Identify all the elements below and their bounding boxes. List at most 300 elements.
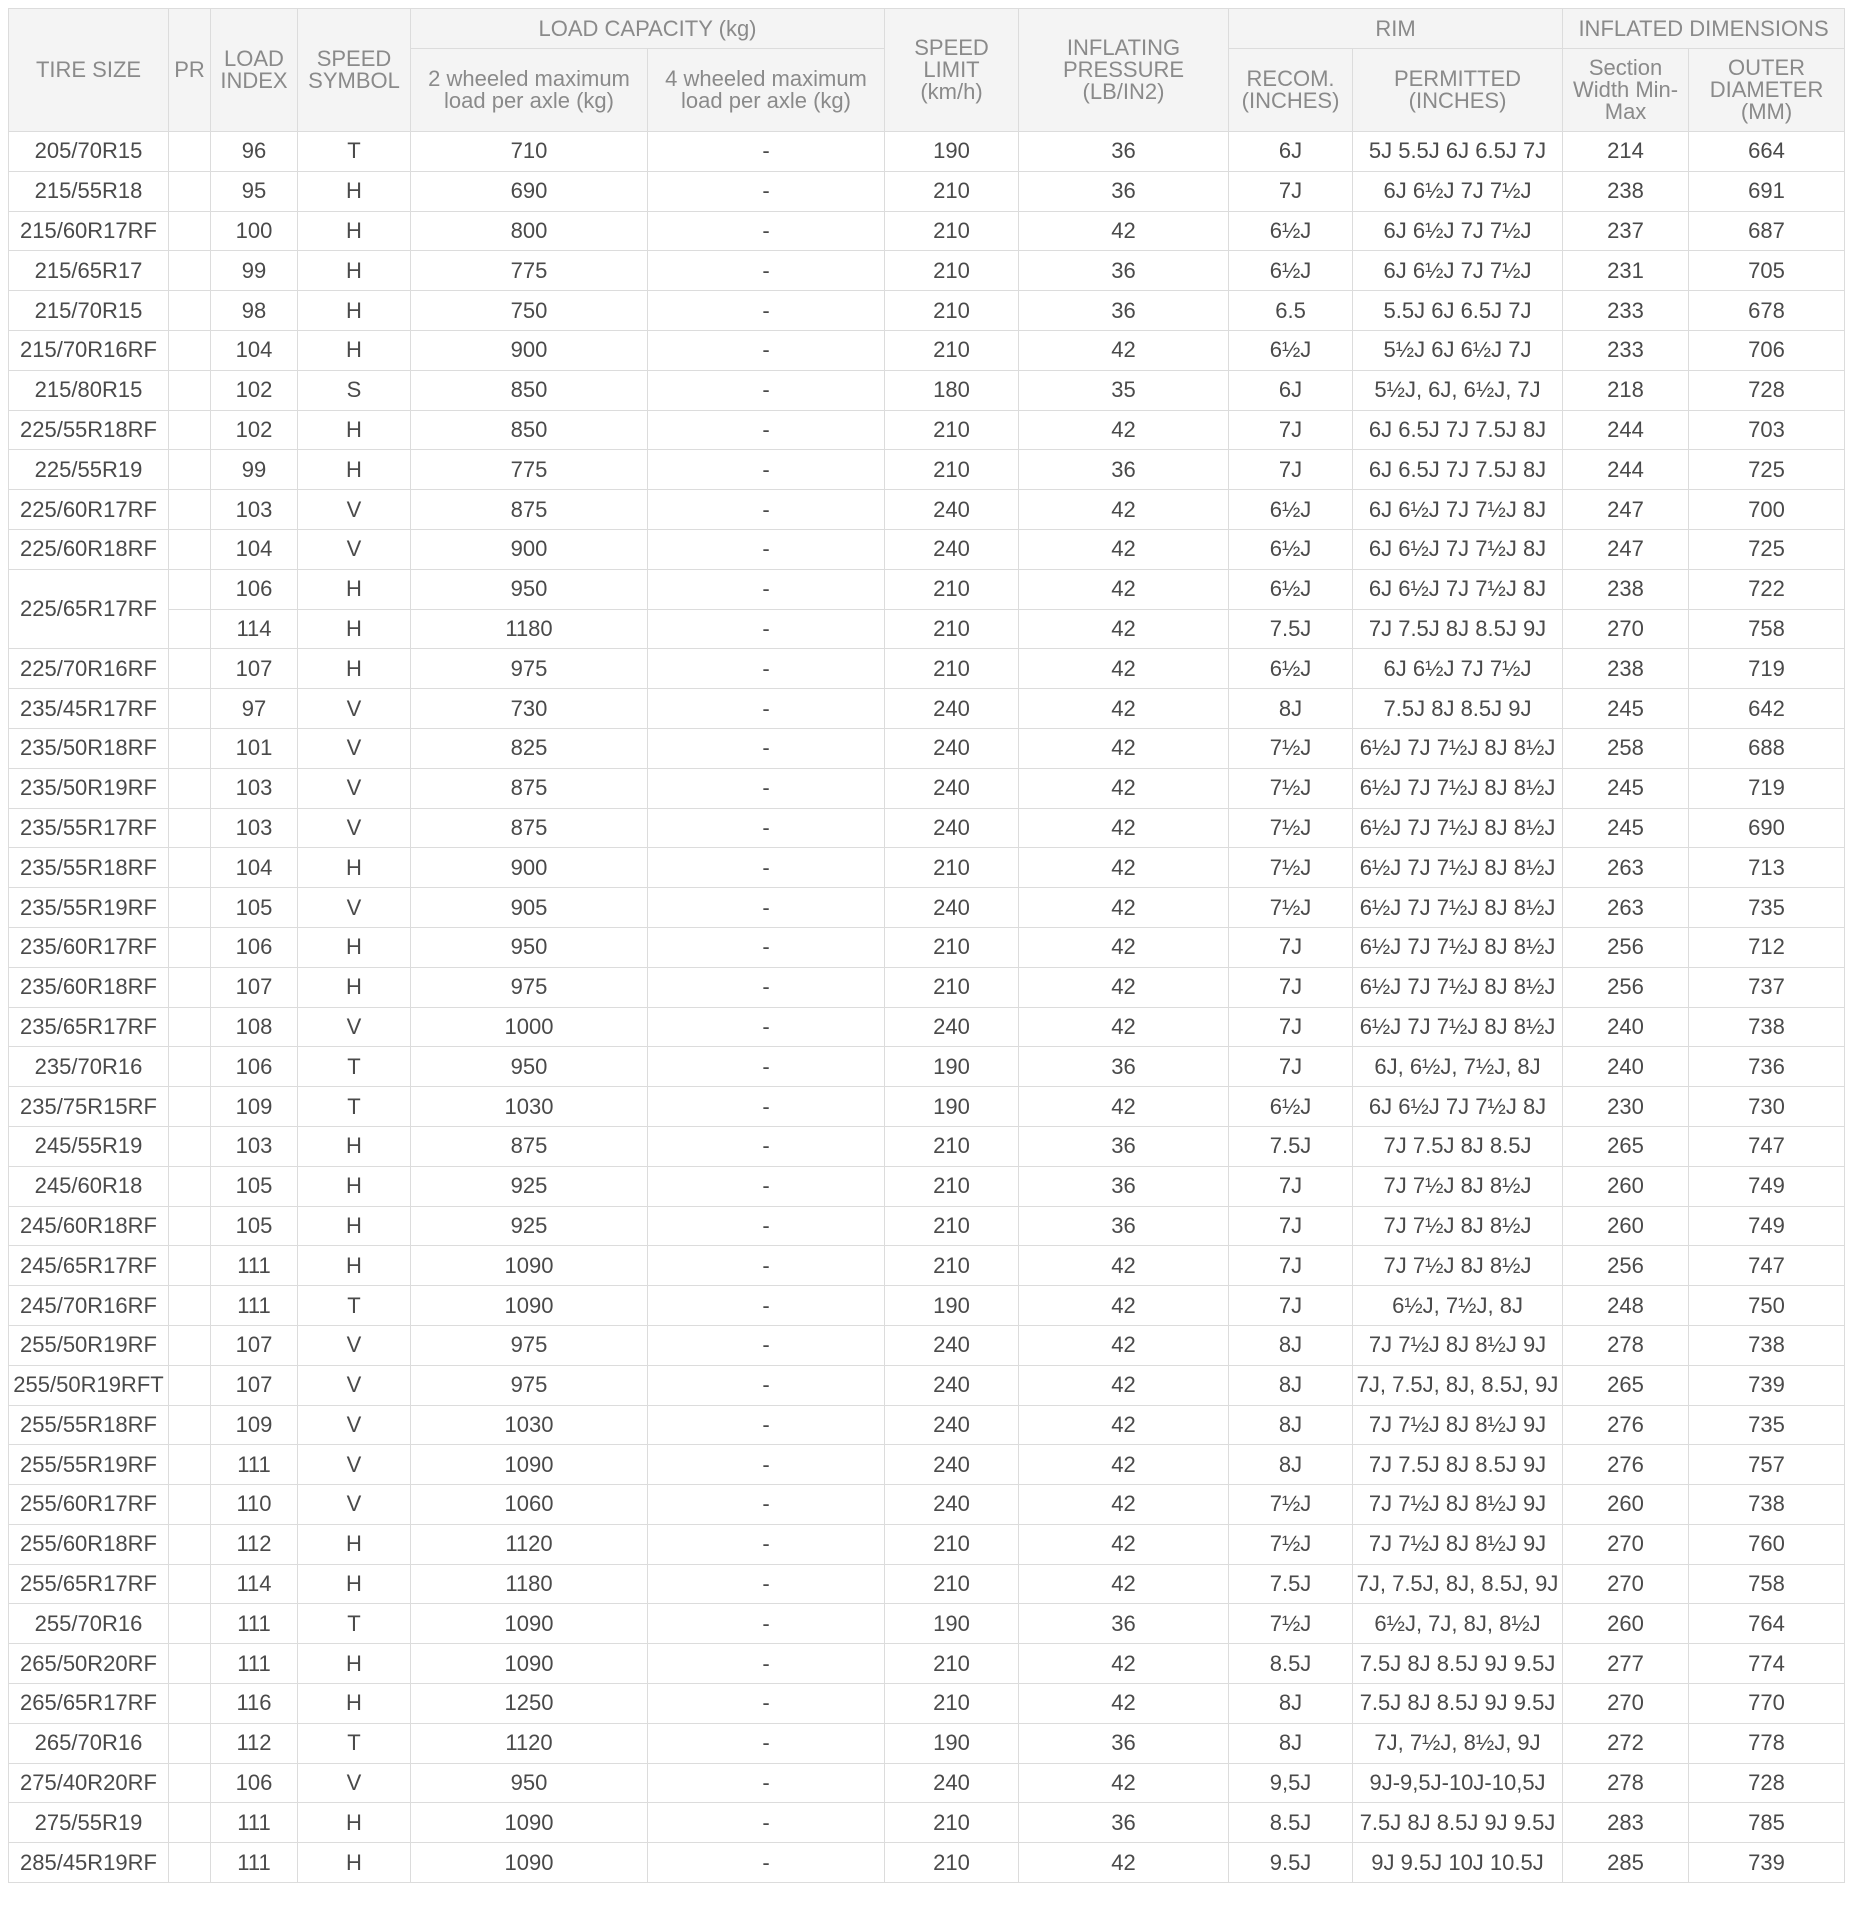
cell-speed-symbol: H xyxy=(298,649,411,689)
cell-outer-diameter: 736 xyxy=(1689,1047,1845,1087)
cell-speed-symbol: H xyxy=(298,1684,411,1724)
table-row xyxy=(9,569,1845,609)
cell-rim-recom: 7½J xyxy=(1229,1604,1353,1644)
cell-inflating-pressure: 42 xyxy=(1019,927,1229,967)
cell-load-4-wheeled: - xyxy=(648,370,885,410)
cell-rim-recom: 9,5J xyxy=(1229,1763,1353,1803)
cell-outer-diameter: 725 xyxy=(1689,529,1845,569)
cell-inflating-pressure: 36 xyxy=(1019,1126,1229,1166)
cell-rim-permitted: 7.5J 8J 8.5J 9J 9.5J xyxy=(1353,1684,1563,1724)
cell-load-4-wheeled: - xyxy=(648,728,885,768)
cell-rim-permitted: 9J-9,5J-10J-10,5J xyxy=(1353,1763,1563,1803)
cell-load-index: 105 xyxy=(211,888,298,928)
cell-speed-limit: 210 xyxy=(885,1524,1019,1564)
cell-inflating-pressure: 42 xyxy=(1019,1843,1229,1883)
header-rim-recom: RECOM. (INCHES) xyxy=(1229,49,1353,132)
cell-inflating-pressure: 36 xyxy=(1019,450,1229,490)
tire-spec-table-container xyxy=(8,8,1845,1883)
cell-inflating-pressure: 42 xyxy=(1019,1644,1229,1684)
cell-load-2-wheeled: 950 xyxy=(411,1763,648,1803)
cell-load-index: 111 xyxy=(211,1445,298,1485)
cell-load-index: 103 xyxy=(211,1126,298,1166)
cell-section-width: 256 xyxy=(1563,927,1689,967)
cell-load-2-wheeled: 1000 xyxy=(411,1007,648,1047)
cell-section-width: 245 xyxy=(1563,808,1689,848)
cell-outer-diameter: 739 xyxy=(1689,1843,1845,1883)
cell-speed-limit: 210 xyxy=(885,330,1019,370)
cell-rim-recom: 6J xyxy=(1229,132,1353,172)
table-row xyxy=(9,1246,1845,1286)
table-row xyxy=(9,689,1845,729)
cell-tire-size: 235/45R17RF xyxy=(9,689,169,729)
cell-speed-limit: 240 xyxy=(885,1485,1019,1525)
cell-rim-recom: 6½J xyxy=(1229,211,1353,251)
cell-pr xyxy=(169,1644,211,1684)
cell-speed-symbol: V xyxy=(298,1485,411,1525)
cell-section-width: 276 xyxy=(1563,1445,1689,1485)
cell-speed-symbol: H xyxy=(298,609,411,649)
cell-inflating-pressure: 36 xyxy=(1019,1206,1229,1246)
cell-tire-size: 235/65R17RF xyxy=(9,1007,169,1047)
cell-speed-limit: 190 xyxy=(885,1047,1019,1087)
cell-outer-diameter: 725 xyxy=(1689,450,1845,490)
table-row xyxy=(9,1126,1845,1166)
cell-speed-limit: 240 xyxy=(885,728,1019,768)
cell-load-4-wheeled: - xyxy=(648,1763,885,1803)
cell-tire-size: 235/50R19RF xyxy=(9,768,169,808)
cell-load-2-wheeled: 975 xyxy=(411,967,648,1007)
cell-outer-diameter: 728 xyxy=(1689,1763,1845,1803)
cell-inflating-pressure: 42 xyxy=(1019,888,1229,928)
cell-load-2-wheeled: 875 xyxy=(411,808,648,848)
cell-rim-permitted: 7J 7.5J 8J 8.5J 9J xyxy=(1353,1445,1563,1485)
cell-rim-recom: 6½J xyxy=(1229,649,1353,689)
cell-pr xyxy=(169,649,211,689)
cell-section-width: 214 xyxy=(1563,132,1689,172)
cell-inflating-pressure: 42 xyxy=(1019,330,1229,370)
cell-rim-recom: 7J xyxy=(1229,171,1353,211)
cell-load-2-wheeled: 1120 xyxy=(411,1524,648,1564)
cell-load-index: 109 xyxy=(211,1405,298,1445)
cell-pr xyxy=(169,1723,211,1763)
cell-pr xyxy=(169,1325,211,1365)
cell-rim-recom: 8J xyxy=(1229,689,1353,729)
cell-inflating-pressure: 36 xyxy=(1019,1803,1229,1843)
table-row xyxy=(9,1405,1845,1445)
table-row xyxy=(9,967,1845,1007)
cell-inflating-pressure: 42 xyxy=(1019,1445,1229,1485)
cell-speed-limit: 210 xyxy=(885,211,1019,251)
cell-tire-size: 235/55R19RF xyxy=(9,888,169,928)
table-row xyxy=(9,1007,1845,1047)
cell-load-2-wheeled: 1090 xyxy=(411,1644,648,1684)
header-section-width: Section Width Min- Max xyxy=(1563,49,1689,132)
cell-pr xyxy=(169,251,211,291)
header-pr: PR xyxy=(169,9,211,132)
cell-pr xyxy=(169,689,211,729)
cell-inflating-pressure: 42 xyxy=(1019,609,1229,649)
cell-inflating-pressure: 42 xyxy=(1019,1365,1229,1405)
cell-speed-symbol: V xyxy=(298,1763,411,1803)
cell-load-index: 104 xyxy=(211,529,298,569)
cell-tire-size: 225/60R17RF xyxy=(9,490,169,530)
cell-pr xyxy=(169,1604,211,1644)
cell-rim-recom: 8J xyxy=(1229,1365,1353,1405)
cell-speed-symbol: V xyxy=(298,768,411,808)
cell-section-width: 263 xyxy=(1563,888,1689,928)
cell-outer-diameter: 738 xyxy=(1689,1485,1845,1525)
cell-load-4-wheeled: - xyxy=(648,1087,885,1127)
cell-load-index: 95 xyxy=(211,171,298,211)
cell-load-2-wheeled: 1090 xyxy=(411,1286,648,1326)
cell-section-width: 237 xyxy=(1563,211,1689,251)
cell-tire-size: 235/75R15RF xyxy=(9,1087,169,1127)
cell-speed-symbol: V xyxy=(298,728,411,768)
cell-load-index: 111 xyxy=(211,1604,298,1644)
cell-section-width: 260 xyxy=(1563,1485,1689,1525)
cell-outer-diameter: 713 xyxy=(1689,848,1845,888)
cell-load-index: 106 xyxy=(211,927,298,967)
cell-outer-diameter: 728 xyxy=(1689,370,1845,410)
cell-section-width: 244 xyxy=(1563,450,1689,490)
cell-load-index: 111 xyxy=(211,1286,298,1326)
cell-section-width: 247 xyxy=(1563,490,1689,530)
cell-load-4-wheeled: - xyxy=(648,649,885,689)
cell-pr xyxy=(169,728,211,768)
cell-pr xyxy=(169,1524,211,1564)
cell-rim-recom: 8J xyxy=(1229,1325,1353,1365)
cell-rim-recom: 7.5J xyxy=(1229,609,1353,649)
cell-inflating-pressure: 36 xyxy=(1019,1047,1229,1087)
cell-rim-recom: 7J xyxy=(1229,1206,1353,1246)
cell-load-2-wheeled: 950 xyxy=(411,927,648,967)
cell-load-4-wheeled: - xyxy=(648,1843,885,1883)
cell-tire-size: 235/55R18RF xyxy=(9,848,169,888)
cell-rim-permitted: 6J 6.5J 7J 7.5J 8J xyxy=(1353,450,1563,490)
cell-section-width: 270 xyxy=(1563,1684,1689,1724)
cell-outer-diameter: 690 xyxy=(1689,808,1845,848)
cell-rim-permitted: 6J 6½J 7J 7½J xyxy=(1353,251,1563,291)
cell-rim-recom: 7½J xyxy=(1229,808,1353,848)
cell-inflating-pressure: 42 xyxy=(1019,1405,1229,1445)
cell-load-4-wheeled: - xyxy=(648,967,885,1007)
cell-speed-limit: 180 xyxy=(885,370,1019,410)
cell-load-4-wheeled: - xyxy=(648,609,885,649)
cell-pr xyxy=(169,1843,211,1883)
cell-load-2-wheeled: 710 xyxy=(411,132,648,172)
cell-pr xyxy=(169,1126,211,1166)
cell-load-2-wheeled: 775 xyxy=(411,251,648,291)
cell-outer-diameter: 785 xyxy=(1689,1803,1845,1843)
cell-load-2-wheeled: 950 xyxy=(411,569,648,609)
cell-pr xyxy=(169,132,211,172)
cell-load-index: 107 xyxy=(211,1365,298,1405)
cell-pr xyxy=(169,171,211,211)
cell-section-width: 238 xyxy=(1563,171,1689,211)
cell-load-index: 102 xyxy=(211,410,298,450)
cell-section-width: 244 xyxy=(1563,410,1689,450)
cell-outer-diameter: 770 xyxy=(1689,1684,1845,1724)
table-row xyxy=(9,927,1845,967)
cell-outer-diameter: 705 xyxy=(1689,251,1845,291)
cell-section-width: 265 xyxy=(1563,1365,1689,1405)
cell-inflating-pressure: 42 xyxy=(1019,728,1229,768)
table-row xyxy=(9,1166,1845,1206)
cell-load-2-wheeled: 1120 xyxy=(411,1723,648,1763)
cell-speed-limit: 240 xyxy=(885,1325,1019,1365)
cell-speed-symbol: H xyxy=(298,1524,411,1564)
cell-section-width: 276 xyxy=(1563,1405,1689,1445)
cell-outer-diameter: 747 xyxy=(1689,1246,1845,1286)
cell-speed-symbol: H xyxy=(298,330,411,370)
cell-inflating-pressure: 42 xyxy=(1019,569,1229,609)
cell-rim-recom: 7½J xyxy=(1229,1524,1353,1564)
cell-load-4-wheeled: - xyxy=(648,450,885,490)
cell-speed-limit: 210 xyxy=(885,569,1019,609)
cell-rim-permitted: 5½J 6J 6½J 7J xyxy=(1353,330,1563,370)
cell-load-index: 102 xyxy=(211,370,298,410)
cell-speed-symbol: H xyxy=(298,1206,411,1246)
cell-section-width: 248 xyxy=(1563,1286,1689,1326)
cell-load-index: 107 xyxy=(211,967,298,1007)
cell-outer-diameter: 747 xyxy=(1689,1126,1845,1166)
table-row xyxy=(9,1206,1845,1246)
cell-load-2-wheeled: 1090 xyxy=(411,1604,648,1644)
cell-rim-permitted: 5½J, 6J, 6½J, 7J xyxy=(1353,370,1563,410)
cell-load-index: 109 xyxy=(211,1087,298,1127)
cell-rim-permitted: 6½J 7J 7½J 8J 8½J xyxy=(1353,808,1563,848)
cell-tire-size: 225/65R17RF xyxy=(9,569,169,649)
cell-outer-diameter: 664 xyxy=(1689,132,1845,172)
table-row xyxy=(9,1286,1845,1326)
cell-speed-limit: 240 xyxy=(885,529,1019,569)
cell-load-index: 112 xyxy=(211,1524,298,1564)
cell-rim-permitted: 6½J 7J 7½J 8J 8½J xyxy=(1353,768,1563,808)
cell-section-width: 270 xyxy=(1563,1524,1689,1564)
cell-inflating-pressure: 42 xyxy=(1019,649,1229,689)
cell-load-4-wheeled: - xyxy=(648,1644,885,1684)
header-outer-diameter: OUTER DIAMETER (MM) xyxy=(1689,49,1845,132)
cell-load-index: 103 xyxy=(211,768,298,808)
header-inflated-dimensions: INFLATED DIMENSIONS xyxy=(1563,9,1845,49)
cell-outer-diameter: 719 xyxy=(1689,768,1845,808)
cell-inflating-pressure: 42 xyxy=(1019,689,1229,729)
cell-rim-permitted: 7J 7.5J 8J 8.5J xyxy=(1353,1126,1563,1166)
cell-outer-diameter: 760 xyxy=(1689,1524,1845,1564)
cell-speed-limit: 210 xyxy=(885,1166,1019,1206)
cell-pr xyxy=(169,450,211,490)
cell-speed-limit: 240 xyxy=(885,1365,1019,1405)
cell-speed-limit: 210 xyxy=(885,251,1019,291)
cell-outer-diameter: 749 xyxy=(1689,1166,1845,1206)
cell-speed-symbol: V xyxy=(298,1007,411,1047)
cell-load-2-wheeled: 1250 xyxy=(411,1684,648,1724)
table-row xyxy=(9,1644,1845,1684)
cell-speed-symbol: H xyxy=(298,171,411,211)
cell-load-4-wheeled: - xyxy=(648,1007,885,1047)
cell-rim-recom: 7J xyxy=(1229,410,1353,450)
cell-section-width: 260 xyxy=(1563,1206,1689,1246)
cell-pr xyxy=(169,529,211,569)
cell-section-width: 233 xyxy=(1563,330,1689,370)
table-row xyxy=(9,410,1845,450)
cell-rim-permitted: 6½J 7J 7½J 8J 8½J xyxy=(1353,848,1563,888)
cell-tire-size: 245/60R18RF xyxy=(9,1206,169,1246)
cell-load-index: 101 xyxy=(211,728,298,768)
cell-outer-diameter: 758 xyxy=(1689,1564,1845,1604)
cell-pr xyxy=(169,808,211,848)
cell-rim-permitted: 6J 6½J 7J 7½J 8J xyxy=(1353,490,1563,530)
table-row xyxy=(9,1763,1845,1803)
cell-pr xyxy=(169,1763,211,1803)
cell-load-index: 107 xyxy=(211,1325,298,1365)
cell-load-2-wheeled: 900 xyxy=(411,848,648,888)
cell-rim-permitted: 7J, 7½J, 8½J, 9J xyxy=(1353,1723,1563,1763)
cell-load-2-wheeled: 800 xyxy=(411,211,648,251)
cell-rim-recom: 8J xyxy=(1229,1723,1353,1763)
cell-speed-symbol: V xyxy=(298,490,411,530)
table-row xyxy=(9,1445,1845,1485)
cell-section-width: 272 xyxy=(1563,1723,1689,1763)
cell-load-4-wheeled: - xyxy=(648,689,885,729)
cell-rim-permitted: 7J, 7.5J, 8J, 8.5J, 9J xyxy=(1353,1365,1563,1405)
cell-inflating-pressure: 42 xyxy=(1019,1325,1229,1365)
cell-load-2-wheeled: 690 xyxy=(411,171,648,211)
cell-pr xyxy=(169,410,211,450)
cell-speed-symbol: H xyxy=(298,211,411,251)
cell-section-width: 258 xyxy=(1563,728,1689,768)
cell-inflating-pressure: 36 xyxy=(1019,251,1229,291)
cell-tire-size: 255/50R19RFT xyxy=(9,1365,169,1405)
cell-inflating-pressure: 36 xyxy=(1019,291,1229,331)
cell-load-4-wheeled: - xyxy=(648,171,885,211)
table-row xyxy=(9,1325,1845,1365)
cell-rim-recom: 9.5J xyxy=(1229,1843,1353,1883)
cell-rim-permitted: 6J, 6½J, 7½J, 8J xyxy=(1353,1047,1563,1087)
cell-inflating-pressure: 42 xyxy=(1019,1485,1229,1525)
cell-pr xyxy=(169,1564,211,1604)
cell-section-width: 278 xyxy=(1563,1325,1689,1365)
cell-rim-permitted: 9J 9.5J 10J 10.5J xyxy=(1353,1843,1563,1883)
cell-speed-symbol: H xyxy=(298,1126,411,1166)
cell-tire-size: 245/65R17RF xyxy=(9,1246,169,1286)
cell-load-index: 100 xyxy=(211,211,298,251)
cell-load-index: 111 xyxy=(211,1803,298,1843)
cell-pr xyxy=(169,1684,211,1724)
header-inflating-pressure: INFLATING PRESSURE (LB/IN2) xyxy=(1019,9,1229,132)
cell-speed-symbol: H xyxy=(298,251,411,291)
cell-pr xyxy=(169,211,211,251)
cell-rim-recom: 7½J xyxy=(1229,768,1353,808)
cell-speed-limit: 190 xyxy=(885,1604,1019,1644)
cell-load-index: 98 xyxy=(211,291,298,331)
cell-load-index: 96 xyxy=(211,132,298,172)
cell-inflating-pressure: 42 xyxy=(1019,1524,1229,1564)
cell-rim-recom: 7½J xyxy=(1229,848,1353,888)
cell-rim-permitted: 6J 6½J 7J 7½J 8J xyxy=(1353,1087,1563,1127)
cell-speed-symbol: H xyxy=(298,1564,411,1604)
cell-tire-size: 225/60R18RF xyxy=(9,529,169,569)
cell-speed-limit: 240 xyxy=(885,1405,1019,1445)
cell-speed-symbol: T xyxy=(298,1087,411,1127)
cell-tire-size: 215/70R15 xyxy=(9,291,169,331)
cell-rim-recom: 8J xyxy=(1229,1445,1353,1485)
cell-load-index: 105 xyxy=(211,1206,298,1246)
cell-tire-size: 255/55R18RF xyxy=(9,1405,169,1445)
cell-inflating-pressure: 42 xyxy=(1019,1286,1229,1326)
cell-pr xyxy=(169,1365,211,1405)
table-body xyxy=(9,132,1845,1883)
table-row xyxy=(9,848,1845,888)
cell-load-4-wheeled: - xyxy=(648,1166,885,1206)
table-row xyxy=(9,330,1845,370)
cell-load-4-wheeled: - xyxy=(648,1325,885,1365)
cell-speed-symbol: V xyxy=(298,888,411,928)
cell-inflating-pressure: 42 xyxy=(1019,1087,1229,1127)
cell-outer-diameter: 750 xyxy=(1689,1286,1845,1326)
cell-inflating-pressure: 42 xyxy=(1019,410,1229,450)
cell-speed-limit: 240 xyxy=(885,808,1019,848)
cell-speed-symbol: H xyxy=(298,848,411,888)
cell-rim-permitted: 7J 7½J 8J 8½J 9J xyxy=(1353,1524,1563,1564)
cell-tire-size: 265/50R20RF xyxy=(9,1644,169,1684)
cell-section-width: 256 xyxy=(1563,967,1689,1007)
cell-section-width: 263 xyxy=(1563,848,1689,888)
cell-section-width: 238 xyxy=(1563,569,1689,609)
cell-load-4-wheeled: - xyxy=(648,529,885,569)
cell-load-4-wheeled: - xyxy=(648,251,885,291)
cell-load-2-wheeled: 1030 xyxy=(411,1087,648,1127)
cell-inflating-pressure: 35 xyxy=(1019,370,1229,410)
cell-tire-size: 235/60R17RF xyxy=(9,927,169,967)
cell-speed-symbol: H xyxy=(298,450,411,490)
cell-inflating-pressure: 42 xyxy=(1019,768,1229,808)
cell-pr xyxy=(169,330,211,370)
cell-pr xyxy=(169,490,211,530)
cell-tire-size: 265/70R16 xyxy=(9,1723,169,1763)
cell-load-index: 104 xyxy=(211,330,298,370)
cell-speed-limit: 210 xyxy=(885,1644,1019,1684)
cell-speed-symbol: S xyxy=(298,370,411,410)
cell-rim-recom: 7J xyxy=(1229,1007,1353,1047)
cell-speed-symbol: H xyxy=(298,410,411,450)
cell-tire-size: 245/60R18 xyxy=(9,1166,169,1206)
cell-tire-size: 275/40R20RF xyxy=(9,1763,169,1803)
cell-speed-limit: 210 xyxy=(885,927,1019,967)
cell-speed-limit: 190 xyxy=(885,1286,1019,1326)
table-row xyxy=(9,1047,1845,1087)
cell-speed-limit: 210 xyxy=(885,1843,1019,1883)
table-row xyxy=(9,1564,1845,1604)
cell-pr xyxy=(169,569,211,609)
table-row xyxy=(9,768,1845,808)
cell-tire-size: 215/55R18 xyxy=(9,171,169,211)
cell-rim-permitted: 6J 6½J 7J 7½J 8J xyxy=(1353,569,1563,609)
cell-speed-limit: 210 xyxy=(885,1564,1019,1604)
cell-pr xyxy=(169,967,211,1007)
cell-load-index: 116 xyxy=(211,1684,298,1724)
table-header xyxy=(9,9,1845,132)
cell-speed-symbol: H xyxy=(298,1803,411,1843)
table-row xyxy=(9,808,1845,848)
cell-rim-recom: 7J xyxy=(1229,450,1353,490)
cell-rim-recom: 7J xyxy=(1229,1047,1353,1087)
table-row xyxy=(9,1684,1845,1724)
cell-rim-recom: 6½J xyxy=(1229,529,1353,569)
cell-rim-recom: 6½J xyxy=(1229,490,1353,530)
cell-pr xyxy=(169,1803,211,1843)
cell-rim-permitted: 5J 5.5J 6J 6.5J 7J xyxy=(1353,132,1563,172)
